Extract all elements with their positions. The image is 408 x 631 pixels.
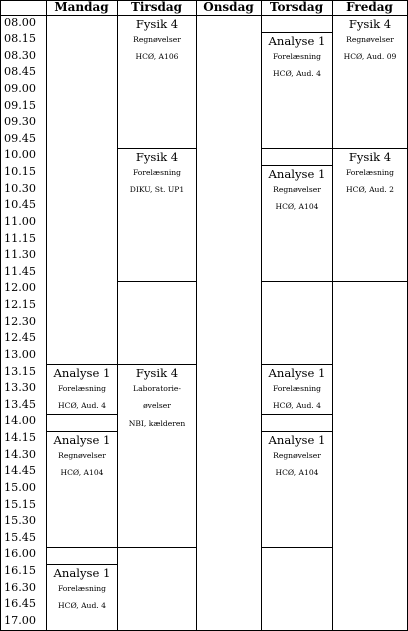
event-detail: Laboratorie-	[133, 384, 181, 394]
event-block	[118, 16, 196, 66]
event-title: Analyse 1	[53, 565, 111, 580]
event-border-bottom	[117, 547, 196, 548]
time-label: 15.15	[4, 497, 37, 511]
time-label: 12.30	[4, 314, 37, 328]
time-label: 09.45	[4, 131, 37, 145]
time-label: 15.45	[4, 530, 37, 544]
event-border-bottom	[261, 281, 332, 282]
time-label: 14.00	[4, 414, 37, 428]
time-label: 17.00	[4, 613, 37, 627]
event-block	[47, 432, 117, 482]
time-label: 11.30	[4, 248, 37, 262]
time-label: 08.45	[4, 65, 37, 79]
time-label: 10.45	[4, 198, 37, 212]
event-border-bottom	[46, 547, 117, 548]
event-block	[47, 565, 117, 615]
event-title: Analyse 1	[268, 166, 326, 181]
time-label: 15.00	[4, 480, 37, 494]
event-title: Fysik 4	[135, 149, 179, 164]
time-label: 11.45	[4, 264, 37, 278]
event-block	[262, 432, 332, 482]
time-label: 08.15	[4, 32, 37, 46]
event-block	[262, 166, 332, 216]
event-border-bottom	[117, 281, 196, 282]
grid-column-line	[196, 0, 197, 631]
grid-column-line	[0, 0, 1, 631]
event-detail: HCØ, Aud. 4	[273, 401, 321, 411]
event-detail: Regnøvelser	[273, 184, 321, 194]
event-border-bottom	[332, 281, 407, 282]
event-block	[333, 16, 407, 66]
event-title: Analyse 1	[53, 432, 111, 447]
event-detail: DIKU, St. UP1	[129, 185, 185, 195]
day-header-tirsdag: Tirsdag	[130, 0, 183, 14]
event-title: Analyse 1	[268, 33, 326, 48]
time-label: 08.00	[4, 15, 37, 29]
day-header-fredag: Fredag	[346, 0, 393, 14]
event-detail: HCØ, Aud. 09	[343, 52, 397, 62]
event-detail: Forelæsning	[272, 384, 322, 394]
event-detail: HCØ, A104	[275, 467, 319, 477]
time-label: 16.45	[4, 597, 37, 611]
event-detail: Forelæsning	[57, 384, 107, 394]
time-label: 10.00	[4, 148, 37, 162]
time-label: 16.15	[4, 564, 37, 577]
grid-column-line	[261, 0, 262, 631]
event-detail: HCØ, A104	[275, 201, 319, 211]
event-detail: Forelæsning	[272, 51, 322, 61]
time-label: 13.45	[4, 397, 37, 411]
time-label: 16.00	[4, 547, 37, 561]
day-header-mandag: Mandag	[54, 0, 109, 14]
time-label: 14.45	[4, 464, 37, 478]
time-label: 12.45	[4, 331, 37, 345]
event-block	[262, 33, 332, 83]
time-label: 08.30	[4, 48, 37, 62]
event-block	[118, 365, 196, 432]
time-label: 14.30	[4, 447, 37, 461]
event-detail: HCØ, A104	[60, 467, 104, 477]
time-label: 11.00	[4, 214, 37, 228]
event-detail: Forelæsning	[132, 167, 182, 177]
time-label: 12.15	[4, 298, 37, 312]
event-border-bottom	[261, 148, 332, 149]
time-label: 15.30	[4, 514, 37, 528]
event-detail: Forelæsning	[345, 167, 395, 177]
event-block	[262, 365, 332, 415]
time-label: 10.30	[4, 181, 37, 195]
time-label: 11.15	[4, 231, 37, 245]
day-header-torsdag: Torsdag	[269, 0, 324, 14]
event-detail: Regnøvelser	[58, 450, 106, 460]
event-title: Analyse 1	[53, 366, 111, 381]
event-border-bottom	[261, 547, 332, 548]
grid-column-line	[46, 0, 47, 631]
event-detail: Regnøvelser	[133, 35, 181, 44]
time-label: 13.15	[4, 364, 37, 378]
event-block	[47, 365, 117, 415]
time-label: 13.00	[4, 347, 37, 361]
event-detail: HCØ, Aud. 2	[346, 185, 394, 195]
time-label: 12.00	[4, 281, 37, 295]
event-detail: NBI, kælderen	[128, 418, 186, 428]
event-detail: Forelæsning	[57, 583, 107, 593]
grid-column-line	[332, 0, 333, 631]
event-detail: HCØ, A106	[135, 52, 179, 62]
event-title: Fysik 4	[348, 149, 392, 164]
time-label: 09.15	[4, 98, 37, 112]
event-title: Analyse 1	[268, 432, 326, 447]
time-label: 10.15	[4, 165, 37, 179]
event-detail: Regnøvelser	[273, 450, 321, 460]
event-title: Fysik 4	[348, 17, 392, 31]
event-detail: øvelser	[143, 401, 171, 411]
event-detail: HCØ, Aud. 4	[58, 401, 106, 411]
time-label: 16.30	[4, 580, 37, 594]
event-block	[118, 149, 196, 199]
time-label: 13.30	[4, 381, 37, 395]
event-detail: HCØ, Aud. 4	[273, 68, 321, 78]
grid-column-line	[117, 0, 118, 631]
time-label: 14.15	[4, 431, 37, 445]
event-detail: Regnøvelser	[346, 35, 394, 44]
event-title: Analyse 1	[268, 366, 326, 381]
event-title: Fysik 4	[135, 366, 179, 381]
time-label: 09.30	[4, 115, 37, 129]
time-label: 09.00	[4, 81, 37, 95]
event-detail: HCØ, Aud. 4	[58, 600, 106, 610]
event-title: Fysik 4	[135, 17, 179, 31]
event-block	[333, 149, 407, 199]
day-header-onsdag: Onsdag	[203, 0, 254, 14]
